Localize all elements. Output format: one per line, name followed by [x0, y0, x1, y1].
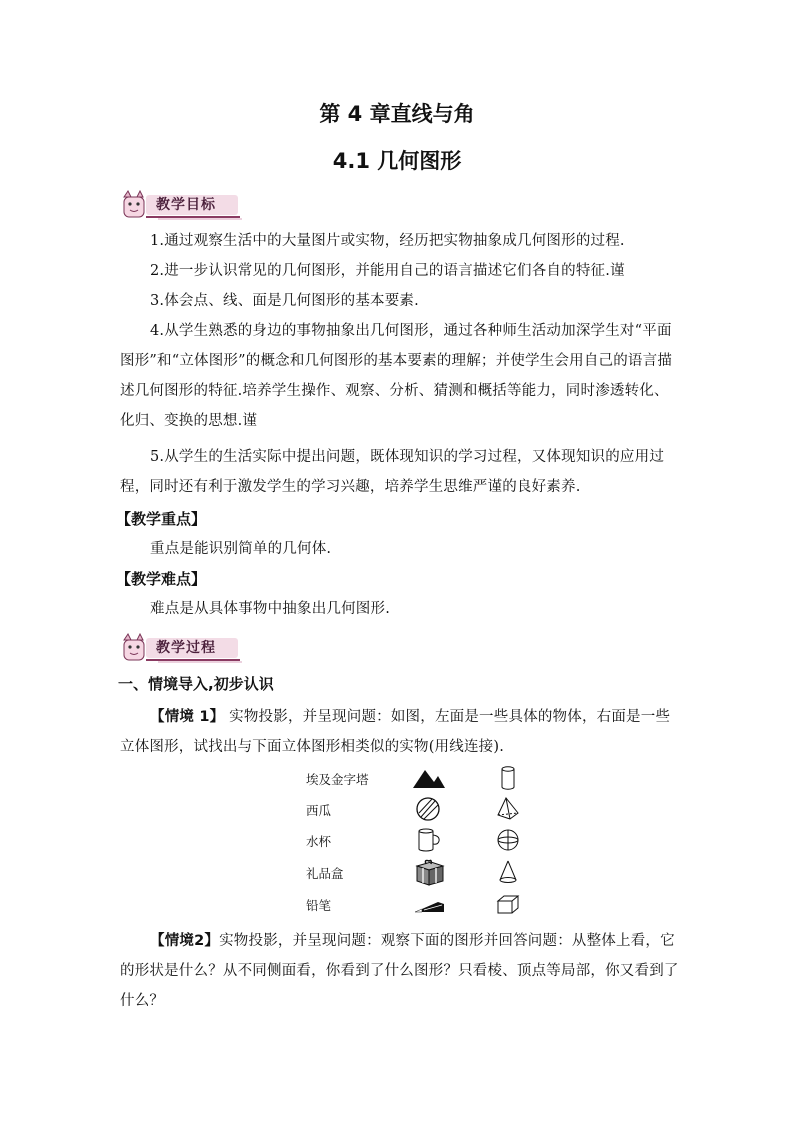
scene2-paragraph	[120, 926, 680, 1016]
scene2-text: 实物投影，并呈现问题：观察下面的图形并回答问题：从整体上看，它的形状是什么？从不同侧面看，你看到了什么图形？只看棱、顶点等局部，你又看到了什么？	[120, 933, 679, 1009]
figure-row	[0, 795, 794, 825]
objectives-badge-label: 教学目标	[156, 197, 216, 213]
watermelon-icon	[412, 795, 446, 823]
triangular-pyramid-icon	[494, 795, 522, 823]
object-label: 水杯	[306, 834, 332, 849]
pyramids-icon	[412, 764, 446, 792]
sphere-icon	[494, 826, 522, 854]
difficulty-text: 难点是从具体事物中抽象出几何图形.	[150, 601, 391, 617]
figure-row	[0, 826, 794, 856]
process-badge	[118, 632, 243, 664]
figure-row	[0, 764, 794, 794]
objectives-badge	[118, 189, 243, 221]
object-label: 埃及金字塔	[306, 772, 369, 787]
gift-box-icon	[412, 858, 446, 886]
cone-icon	[494, 858, 522, 886]
scene1-text: 实物投影，并呈现问题：如图，左面是一些具体的物体，右面是一些立体图形，试找出与下面立体图形相类似的实物(用线连接).	[120, 709, 671, 755]
pencil-icon	[412, 890, 446, 918]
scene2-tag: 【情境2】	[150, 933, 220, 949]
key-point-text: 重点是能识别简单的几何体.	[150, 541, 332, 557]
objective-5: 5.从学生的生活实际中提出问题，既体现知识的学习过程，又体现知识的应用过程，同时还有利于激发学生的学习兴趣，培养学生思维严谨的良好素养.	[120, 449, 665, 495]
figure-row	[0, 858, 794, 888]
figure-row	[0, 890, 794, 920]
object-label: 西瓜	[306, 803, 332, 818]
scene1-paragraph	[120, 702, 680, 762]
chapter-title: 第 4 章直线与角	[319, 102, 475, 126]
section1-heading: 一、情境导入,初步认识	[118, 675, 274, 693]
section-title: 4.1 几何图形	[332, 149, 462, 173]
object-label: 铅笔	[306, 898, 332, 913]
process-badge-label: 教学过程	[156, 640, 216, 656]
cup-icon	[412, 826, 446, 854]
object-label: 礼品盒	[306, 866, 344, 881]
scene1-tag: 【情境 1】	[150, 709, 225, 725]
objective-3: 3.体会点、线、面是几何图形的基本要素.	[150, 293, 419, 309]
objective-1: 1.通过观察生活中的大量图片或实物，经历把实物抽象成几何图形的过程.	[150, 233, 625, 249]
difficulty-heading: 【教学难点】	[116, 570, 207, 588]
cylinder-icon	[494, 764, 522, 792]
key-point-heading: 【教学重点】	[116, 510, 207, 528]
objective-2: 2.进一步认识常见的几何图形，并能用自己的语言描述它们各自的特征.谨	[150, 263, 625, 279]
cuboid-icon	[494, 890, 522, 918]
objective-4: 4.从学生熟悉的身边的事物抽象出几何图形，通过各种师生活动加深学生对“平面图形”和“立体图形”的概念和几何图形的基本要素的理解；并使学生会用自己的语言描述几何图形的特征.培养学生操作、观察、分析、猜测和概括等能力，同时渗透转化、化归、变换的思想.谨	[120, 323, 673, 429]
